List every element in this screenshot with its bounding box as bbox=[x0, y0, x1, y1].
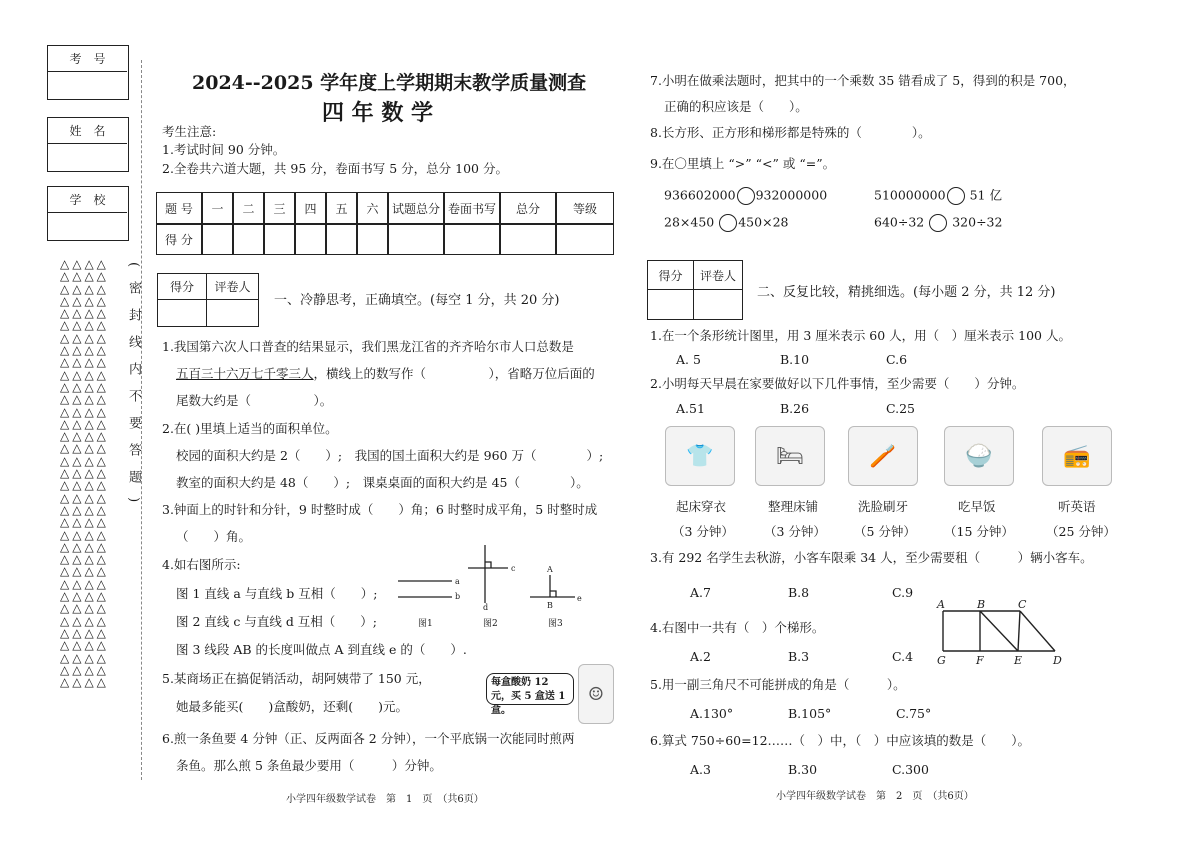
notice-line-2: 2.全卷共六道大题，共 95 分，卷面书写 5 分，总分 100 分。 bbox=[162, 161, 508, 176]
q4-line-b: 图 2 直线 c 与直线 d 互相（ ）; bbox=[176, 614, 378, 629]
triangle-row: △△△△ bbox=[60, 392, 109, 407]
triangle-row: △△△△ bbox=[60, 281, 109, 296]
label-e: E bbox=[1014, 654, 1023, 667]
task-1-label: 起床穿衣 bbox=[676, 499, 727, 514]
compare-3-circle[interactable] bbox=[719, 214, 737, 232]
exam-title: 2024--2025 学年度上学期期末教学质量测查 bbox=[192, 72, 587, 94]
compare-1-left: 936602000 bbox=[664, 187, 736, 203]
compare-3 bbox=[664, 214, 788, 232]
figure-1-parallel-lines bbox=[398, 581, 452, 597]
s6-option-b[interactable]: B.30 bbox=[788, 762, 818, 777]
grader-box-1 bbox=[157, 273, 259, 327]
score-table-header-4: 四 bbox=[295, 192, 326, 224]
grader-2-reviewer-label: 评卷人 bbox=[693, 260, 743, 290]
svg-text:A: A bbox=[547, 565, 553, 574]
score-table-header-1: 一 bbox=[202, 192, 233, 224]
breakfast-illustration: 🍚 bbox=[944, 426, 1014, 486]
triangle-row: △△△△ bbox=[60, 367, 109, 382]
compare-4 bbox=[874, 214, 1002, 232]
notice-line-1: 1.考试时间 90 分钟。 bbox=[162, 142, 286, 157]
grader-2-score-label: 得分 bbox=[647, 260, 694, 290]
s3-option-c[interactable]: C.9 bbox=[892, 585, 914, 600]
s1-option-c[interactable]: C.6 bbox=[886, 352, 908, 367]
svg-text:b: b bbox=[455, 592, 461, 601]
svg-text:a: a bbox=[455, 577, 460, 586]
compare-3-right: 450×28 bbox=[738, 214, 789, 230]
task-4-time: （15 分钟） bbox=[944, 524, 1014, 539]
compare-2-right: 51 亿 bbox=[969, 187, 1002, 203]
radio-illustration: 📻 bbox=[1042, 426, 1112, 486]
triangle-row: △△△△ bbox=[60, 257, 109, 271]
promo-bubble bbox=[486, 673, 574, 716]
task-5-label: 听英语 bbox=[1058, 499, 1096, 514]
score-cell-6[interactable] bbox=[357, 224, 388, 255]
score-cell-8[interactable] bbox=[444, 224, 500, 255]
q1-line-c: 尾数大约是（ ）。 bbox=[176, 393, 333, 408]
score-cell-9[interactable] bbox=[500, 224, 556, 255]
task-4-label: 吃早饭 bbox=[958, 499, 996, 514]
s4-question: 4.右图中一共有（ ）个梯形。 bbox=[650, 620, 825, 635]
s1-option-a[interactable]: A. 5 bbox=[676, 352, 701, 367]
q2-line-a: 校园的面积大约是 2（ ）; 我国的国土面积大约是 960 万（ ）; bbox=[176, 448, 604, 463]
seal-line bbox=[141, 60, 142, 780]
triangle-row: △△△△ bbox=[60, 527, 109, 542]
dressing-illustration: 👕 bbox=[665, 426, 735, 486]
bed-illustration: 🛏 bbox=[755, 426, 825, 486]
task-3-time: （5 分钟） bbox=[854, 524, 916, 539]
grader-box-2 bbox=[647, 260, 743, 320]
triangle-row: △△△△ bbox=[60, 343, 109, 358]
s2-option-c[interactable]: C.25 bbox=[886, 401, 915, 416]
q7-line-a: 7.小明在做乘法题时，把其中的一个乘数 35 错看成了 5，得到的积是 700， bbox=[650, 73, 1076, 88]
triangle-row: △△△△ bbox=[60, 502, 109, 517]
q1-underlined-number: 五百三十六万七千零三人 bbox=[176, 366, 314, 381]
q8: 8.长方形、正方形和梯形都是特殊的（ ）。 bbox=[650, 125, 931, 140]
trapezoid-figure bbox=[935, 596, 1070, 668]
figure-1-label: 图1 bbox=[418, 619, 433, 629]
name-label: 姓 名 bbox=[48, 118, 127, 144]
s3-option-a[interactable]: A.7 bbox=[690, 585, 711, 600]
score-table-header-3: 三 bbox=[264, 192, 295, 224]
score-table-header-2: 二 bbox=[233, 192, 264, 224]
triangle-row: △△△△ bbox=[60, 625, 109, 640]
q1-line-b-text: ，横线上的数写作（ ），省略万位后面的 bbox=[313, 366, 595, 381]
q3-line-a: 3.钟面上的时针和分针，9 时整时成（ ）角；6 时整时成平角，5 时整时成 bbox=[162, 502, 598, 517]
exam-subtitle: 四 年 数 学 bbox=[322, 100, 433, 126]
triangle-row: △△△△ bbox=[60, 478, 109, 493]
figure-3-distance bbox=[530, 575, 575, 597]
compare-2 bbox=[874, 187, 1002, 205]
seal-triangles bbox=[60, 258, 120, 688]
task-3-label: 洗脸刷牙 bbox=[858, 499, 909, 514]
score-table-header-5: 五 bbox=[326, 192, 357, 224]
score-cell-4[interactable] bbox=[295, 224, 326, 255]
q9-title: 9.在〇里填上 “>” “<” 或 “=”。 bbox=[650, 156, 836, 171]
compare-1-right: 932000000 bbox=[755, 187, 828, 203]
compare-1 bbox=[664, 187, 827, 205]
score-cell-7[interactable] bbox=[388, 224, 444, 255]
name-box bbox=[47, 117, 129, 172]
svg-text:c: c bbox=[511, 564, 516, 573]
label-d: D bbox=[1053, 654, 1062, 667]
task-2-time: （3 分钟） bbox=[764, 524, 826, 539]
grader-2-reviewer-field[interactable] bbox=[693, 289, 743, 320]
svg-text:d: d bbox=[483, 603, 489, 612]
compare-4-right: 320÷32 bbox=[952, 214, 1003, 230]
compare-2-left: 510000000 bbox=[874, 187, 946, 203]
label-g: G bbox=[937, 654, 946, 667]
q5-line-b: 她最多能买( )盒酸奶，还剩( )元。 bbox=[176, 699, 409, 714]
s2-question: 2.小明每天早晨在家要做好以下几件事情，至少需要（ ）分钟。 bbox=[650, 376, 1025, 391]
s4-option-b[interactable]: B.3 bbox=[788, 649, 810, 664]
score-cell-1[interactable] bbox=[202, 224, 233, 255]
triangle-row: △△△△ bbox=[60, 613, 109, 628]
score-cell-5[interactable] bbox=[326, 224, 357, 255]
s6-option-a[interactable]: A.3 bbox=[690, 762, 711, 777]
s5-option-a[interactable]: A.130° bbox=[690, 706, 734, 721]
exam-number-box bbox=[47, 45, 129, 100]
label-f: F bbox=[976, 654, 984, 667]
compare-2-circle[interactable] bbox=[947, 187, 965, 205]
svg-text:B: B bbox=[547, 601, 553, 610]
triangle-row: △△△△ bbox=[60, 330, 109, 345]
s5-question: 5.用一副三角尺不可能拼成的角是（ ）。 bbox=[650, 677, 906, 692]
grader-score-label: 得分 bbox=[157, 273, 207, 300]
triangle-row: △△△△ bbox=[60, 293, 109, 308]
score-table-header-0: 题 号 bbox=[156, 192, 202, 224]
score-table-header-8: 卷面书写 bbox=[444, 192, 500, 224]
figure-2-perpendicular-lines bbox=[468, 545, 508, 603]
triangle-row: △△△△ bbox=[60, 453, 109, 468]
q1-line-a: 1.我国第六次人口普查的结果显示，我们黑龙江省的齐齐哈尔市人口总数是 bbox=[162, 339, 574, 354]
triangle-row: △△△△ bbox=[60, 416, 109, 431]
task-2-label: 整理床铺 bbox=[768, 499, 819, 514]
s3-option-b[interactable]: B.8 bbox=[788, 585, 810, 600]
score-cell-10[interactable] bbox=[556, 224, 614, 255]
q2-title: 2.在( )里填上适当的面积单位。 bbox=[162, 421, 338, 436]
triangle-row: △△△△ bbox=[60, 589, 109, 604]
q4-title: 4.如右图所示: bbox=[162, 557, 241, 572]
triangle-row: △△△△ bbox=[60, 515, 109, 530]
s2-option-b[interactable]: B.26 bbox=[780, 401, 810, 416]
triangle-row: △△△△ bbox=[60, 490, 109, 505]
triangle-row: △△△△ bbox=[60, 466, 109, 481]
triangle-row: △△△△ bbox=[60, 601, 109, 616]
grader-2-score-field[interactable] bbox=[647, 289, 694, 320]
page-2-footer: 小学四年级数学试卷 第 2 页 （共6页） bbox=[776, 791, 974, 802]
school-box bbox=[47, 186, 129, 241]
q1-line-b bbox=[176, 366, 595, 382]
compare-3-left: 28×450 bbox=[664, 214, 715, 230]
label-a: A bbox=[937, 598, 945, 611]
score-cell-2[interactable] bbox=[233, 224, 264, 255]
s6-option-c[interactable]: C.300 bbox=[892, 762, 929, 777]
promo-text: 每盒酸奶 12 元，买 5 盒送 1 盒。 bbox=[491, 677, 566, 716]
score-row-label: 得 分 bbox=[156, 224, 202, 255]
s5-option-c[interactable]: C.75° bbox=[896, 706, 932, 721]
score-table bbox=[156, 192, 614, 255]
triangle-row: △△△△ bbox=[60, 576, 109, 591]
triangle-row: △△△△ bbox=[60, 539, 109, 554]
s1-question: 1.在一个条形统计图里，用 3 厘米表示 60 人，用（ ）厘米表示 100 人。 bbox=[650, 328, 1071, 343]
section-1-title: 一、冷静思考，正确填空。(每空 1 分，共 20 分) bbox=[274, 293, 560, 308]
boy-illustration: ☺ bbox=[578, 664, 614, 724]
triangle-row: △△△△ bbox=[60, 552, 109, 567]
s5-option-b[interactable]: B.105° bbox=[788, 706, 832, 721]
s4-option-a[interactable]: A.2 bbox=[690, 649, 711, 664]
triangle-row: △△△△ bbox=[60, 318, 109, 333]
triangle-row: △△△△ bbox=[60, 650, 109, 665]
q7-line-b: 正确的积应该是（ ）。 bbox=[664, 99, 808, 114]
triangle-row: △△△△ bbox=[60, 675, 109, 690]
task-5-time: （25 分钟） bbox=[1046, 524, 1116, 539]
svg-text:e: e bbox=[577, 594, 582, 603]
washing-illustration: 🪥 bbox=[848, 426, 918, 486]
q3-line-b: （ ）角。 bbox=[176, 529, 252, 544]
page-1-footer: 小学四年级数学试卷 第 1 页 （共6页） bbox=[286, 794, 484, 805]
grader-reviewer-field[interactable] bbox=[206, 299, 259, 327]
label-b: B bbox=[977, 598, 986, 611]
figure-2-label: 图2 bbox=[483, 619, 498, 629]
exam-number-label: 考 号 bbox=[48, 46, 127, 72]
q4-line-a: 图 1 直线 a 与直线 b 互相（ ）; bbox=[176, 586, 378, 601]
s2-option-a[interactable]: A.51 bbox=[676, 401, 705, 416]
q2-line-b: 教室的面积大约是 48（ ）; 课桌桌面的面积大约是 45（ ）。 bbox=[176, 475, 589, 490]
triangle-row: △△△△ bbox=[60, 355, 109, 370]
section-2-title: 二、反复比较，精挑细选。(每小题 2 分，共 12 分) bbox=[757, 285, 1056, 300]
triangle-row: △△△△ bbox=[60, 564, 109, 579]
triangle-row: △△△△ bbox=[60, 429, 109, 444]
s6-question: 6.算式 750÷60=12……（ ）中，（ ）中应该填的数是（ ）。 bbox=[650, 733, 1031, 748]
s3-question: 3.有 292 名学生去秋游，小客车限乘 34 人，至少需要租（ ）辆小客车。 bbox=[650, 550, 1093, 565]
grader-score-field[interactable] bbox=[157, 299, 207, 327]
q6-line-b: 条鱼。那么煎 5 条鱼最少要用（ ）分钟。 bbox=[176, 758, 442, 773]
score-table-header-6: 六 bbox=[357, 192, 388, 224]
task-1-time: （3 分钟） bbox=[672, 524, 734, 539]
triangle-row: △△△△ bbox=[60, 404, 109, 419]
triangle-row: △△△△ bbox=[60, 638, 109, 653]
notice-label: 考生注意: bbox=[162, 124, 217, 139]
seal-line-text: (密封线内不要答题) bbox=[126, 262, 141, 517]
q4-line-c: 图 3 线段 AB 的长度叫做点 A 到直线 e 的（ ）. bbox=[176, 642, 467, 657]
compare-4-left: 640÷32 bbox=[874, 214, 925, 230]
triangle-row: △△△△ bbox=[60, 379, 109, 394]
score-table-header-7: 试题总分 bbox=[388, 192, 444, 224]
grader-reviewer-label: 评卷人 bbox=[206, 273, 259, 300]
figure-3-label: 图3 bbox=[548, 619, 563, 629]
compare-1-circle[interactable] bbox=[737, 187, 755, 205]
score-table-header-9: 总分 bbox=[500, 192, 556, 224]
q6-line-a: 6.煎一条鱼要 4 分钟（正、反两面各 2 分钟），一个平底锅一次能同时煎两 bbox=[162, 731, 575, 746]
label-c: C bbox=[1018, 598, 1027, 611]
compare-4-circle[interactable] bbox=[929, 214, 947, 232]
s1-option-b[interactable]: B.10 bbox=[780, 352, 810, 367]
triangle-row: △△△△ bbox=[60, 662, 109, 677]
s4-option-c[interactable]: C.4 bbox=[892, 649, 914, 664]
triangle-row: △△△△ bbox=[60, 306, 109, 321]
triangle-row: △△△△ bbox=[60, 441, 109, 456]
score-cell-3[interactable] bbox=[264, 224, 295, 255]
q5-line-a: 5.某商场正在搞促销活动，胡阿姨带了 150 元， bbox=[162, 671, 431, 686]
triangle-row: △△△△ bbox=[60, 269, 109, 284]
score-table-header-10: 等级 bbox=[556, 192, 614, 224]
school-label: 学 校 bbox=[48, 187, 127, 213]
